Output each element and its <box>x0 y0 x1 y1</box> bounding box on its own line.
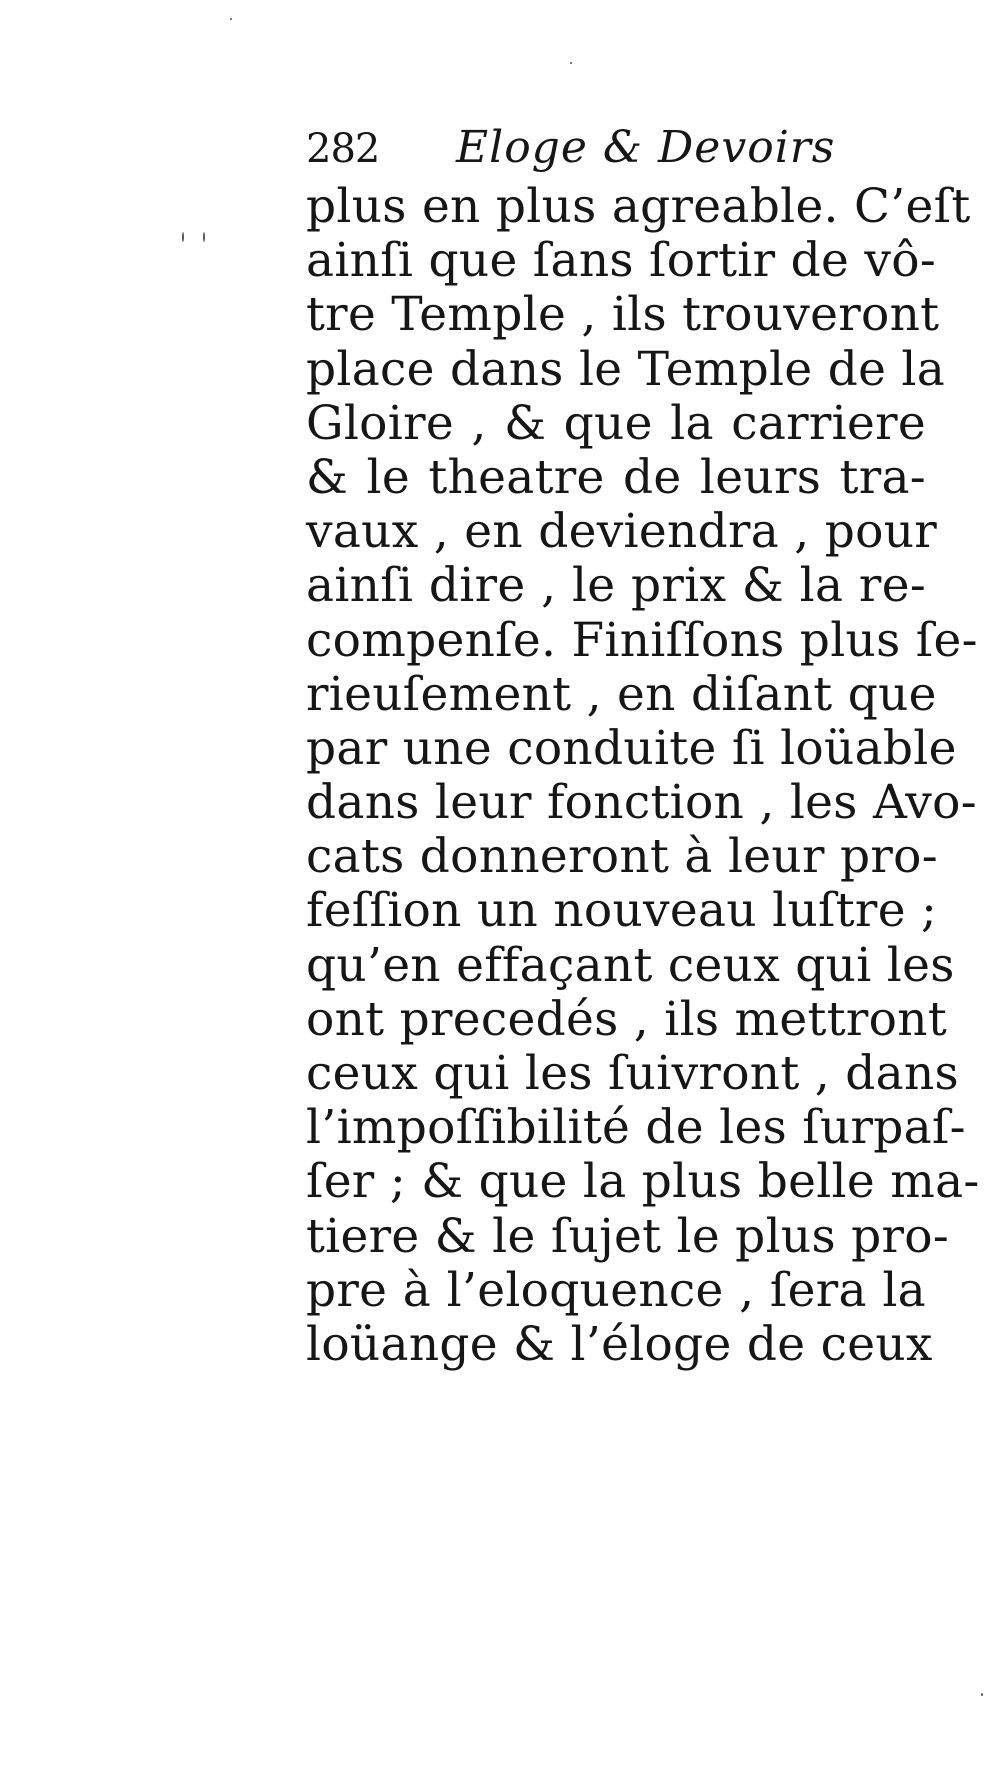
text-line: par une conduite ſi loüable <box>306 720 957 776</box>
text-line: ainſi dire , le prix & la re- <box>306 558 926 614</box>
text-line: ont precedés , ils mettront <box>306 991 948 1047</box>
text-line: dans leur fonction , les Avo- <box>306 775 977 831</box>
scan-speck <box>230 18 232 20</box>
text-line: compenſe. Finiſſons plus ſe- <box>306 612 978 668</box>
text-line: & le theatre de leurs tra- <box>306 449 926 505</box>
text-line: ainſi que ſans ſortir de vô- <box>306 233 937 289</box>
text-line: vaux , en deviendra , pour <box>306 504 938 560</box>
scan-speck <box>981 1693 983 1696</box>
text-line: tre Temple , ils trouveront <box>306 287 940 343</box>
text-line: plus en plus agreable. C’eſt <box>306 179 971 234</box>
text-line: tiere & le ſujet le plus pro- <box>306 1208 950 1264</box>
text-line: cats donneront à leur pro- <box>306 829 938 885</box>
body-text <box>306 179 980 1372</box>
scan-speck <box>203 232 205 242</box>
text-line: ſer ; & que la plus belle ma- <box>306 1154 980 1210</box>
running-head-title: Eloge & Devoirs <box>456 122 836 173</box>
text-line: feſſion un nouveau luſtre ; <box>306 883 938 939</box>
text-line: place dans le Temple de la <box>306 341 946 397</box>
text-line: qu’en effaçant ceux qui les <box>306 937 955 993</box>
text-line: l’impoſſibilité de les ſurpaſ- <box>306 1100 966 1156</box>
text-line: loüange & l’éloge de ceux <box>306 1316 933 1372</box>
text-line: rieuſement , en diſant que <box>306 666 937 722</box>
text-line: ceux qui les ſuivront , dans <box>306 1046 959 1101</box>
running-head <box>306 122 926 178</box>
text-line: pre à l’eloquence , ſera la <box>306 1262 926 1318</box>
scan-speck <box>182 232 184 242</box>
page-number: 282 <box>306 126 380 172</box>
text-line: Gloire , & que la carriere <box>306 395 926 451</box>
scan-speck <box>570 62 572 64</box>
